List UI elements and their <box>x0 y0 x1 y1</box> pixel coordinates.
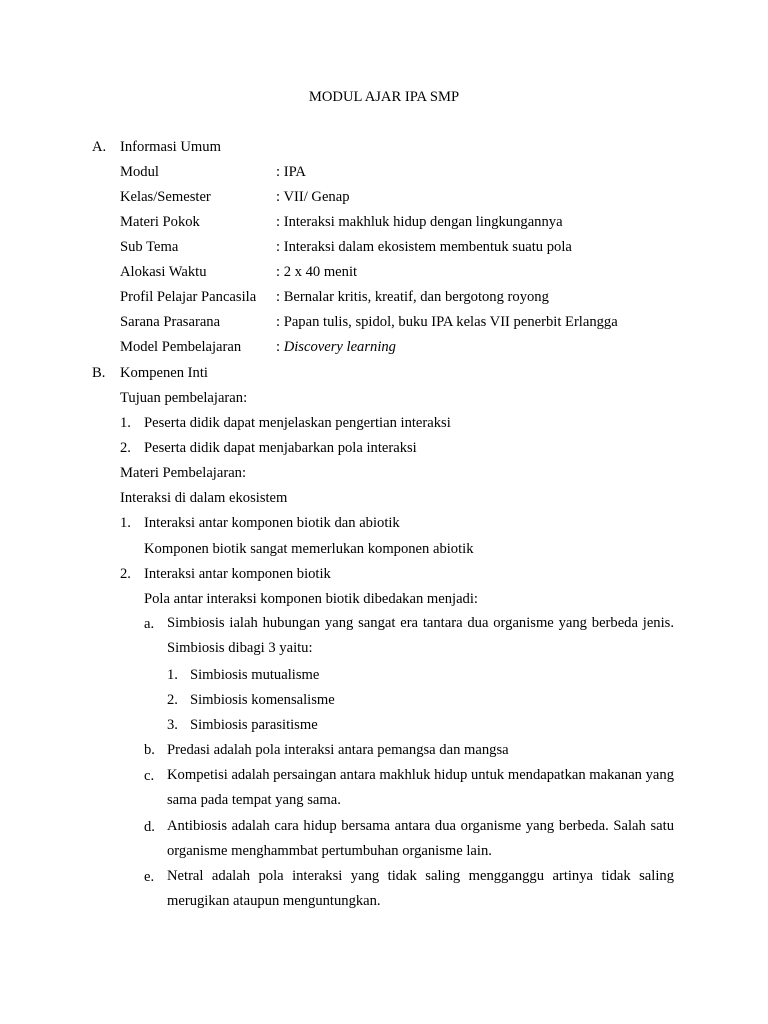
pola-item: Antibiosis adalah cara hidup bersama antara dua organisme yang berbeda. Salah satu organisme menghammbat pertumbuhan organisme lain. <box>167 818 674 860</box>
pola-item: Predasi adalah pola interaksi antara pemangsa dan mangsa <box>167 742 509 758</box>
info-value-modul: : IPA <box>276 164 306 180</box>
info-label-materi-pokok: Materi Pokok <box>120 214 200 230</box>
section-b-marker: B. <box>92 365 106 381</box>
simbiosis-number: 1. <box>167 667 178 683</box>
info-label-sub-tema: Sub Tema <box>120 239 179 255</box>
tujuan-item: Peserta didik dapat menjelaskan pengertian interaksi <box>144 415 451 431</box>
tujuan-heading: Tujuan pembelajaran: <box>120 390 248 406</box>
simbiosis-number: 3. <box>167 717 178 733</box>
info-value-sarana: : Papan tulis, spidol, buku IPA kelas VII penerbit Erlangga <box>276 314 618 330</box>
tujuan-item: Peserta didik dapat menjabarkan pola interaksi <box>144 440 417 456</box>
pola-letter: b. <box>144 742 155 758</box>
pola-letter: a. <box>144 616 155 632</box>
simbiosis-item: Simbiosis komensalisme <box>190 692 335 708</box>
info-value-model-text: Discovery learning <box>283 339 396 355</box>
info-label-modul: Modul <box>120 164 159 180</box>
pola-letter: e. <box>144 869 155 885</box>
materi-heading: Materi Pembelajaran: <box>120 465 247 481</box>
info-value-model <box>276 338 396 356</box>
materi-number: 2. <box>120 566 131 582</box>
document-title: MODUL AJAR IPA SMP <box>308 89 460 105</box>
section-b-heading: Kompenen Inti <box>120 365 208 381</box>
info-label-profil-pelajar: Profil Pelajar Pancasila <box>120 289 257 305</box>
info-label-kelas: Kelas/Semester <box>120 189 211 205</box>
section-a-marker: A. <box>92 139 107 155</box>
info-value-profil-pelajar: : Bernalar kritis, kreatif, dan bergotong royong <box>276 289 549 305</box>
info-value-sub-tema: : Interaksi dalam ekosistem membentuk suatu pola <box>276 239 572 255</box>
materi-number: 1. <box>120 515 131 531</box>
materi-item-detail: Komponen biotik sangat memerlukan komponen abiotik <box>144 541 474 557</box>
materi-item: Interaksi antar komponen biotik dan abiotik <box>144 515 400 531</box>
materi-subheading: Interaksi di dalam ekosistem <box>120 490 288 506</box>
info-value-kelas: : VII/ Genap <box>276 189 350 205</box>
simbiosis-number: 2. <box>167 692 178 708</box>
pola-item: Netral adalah pola interaksi yang tidak saling mengganggu artinya tidak saling merugikan ataupun menguntungkan. <box>167 868 674 910</box>
info-value-materi-pokok: : Interaksi makhluk hidup dengan lingkungannya <box>276 214 563 230</box>
materi-item-detail: Pola antar interaksi komponen biotik dibedakan menjadi: <box>144 591 478 607</box>
info-value-alokasi-waktu: : 2 x 40 menit <box>276 264 358 280</box>
info-label-model: Model Pembelajaran <box>120 339 242 355</box>
pola-letter: c. <box>144 768 155 784</box>
info-label-sarana: Sarana Prasarana <box>120 314 221 330</box>
materi-item: Interaksi antar komponen biotik <box>144 566 331 582</box>
pola-item: Simbiosis ialah hubungan yang sangat era tantara dua organisme yang berbeda jenis. Simbiosis dibagi 3 yaitu: <box>167 615 674 657</box>
info-value-model-prefix: : <box>276 339 284 355</box>
tujuan-number: 1. <box>120 415 131 431</box>
info-label-alokasi-waktu: Alokasi Waktu <box>120 264 207 280</box>
simbiosis-item: Simbiosis parasitisme <box>190 717 318 733</box>
section-a-heading: Informasi Umum <box>120 139 221 155</box>
pola-item: Kompetisi adalah persaingan antara makhluk hidup untuk mendapatkan makanan yang sama pada tempat yang sama. <box>167 767 674 809</box>
pola-letter: d. <box>144 819 155 835</box>
simbiosis-item: Simbiosis mutualisme <box>190 667 320 683</box>
tujuan-number: 2. <box>120 440 131 456</box>
